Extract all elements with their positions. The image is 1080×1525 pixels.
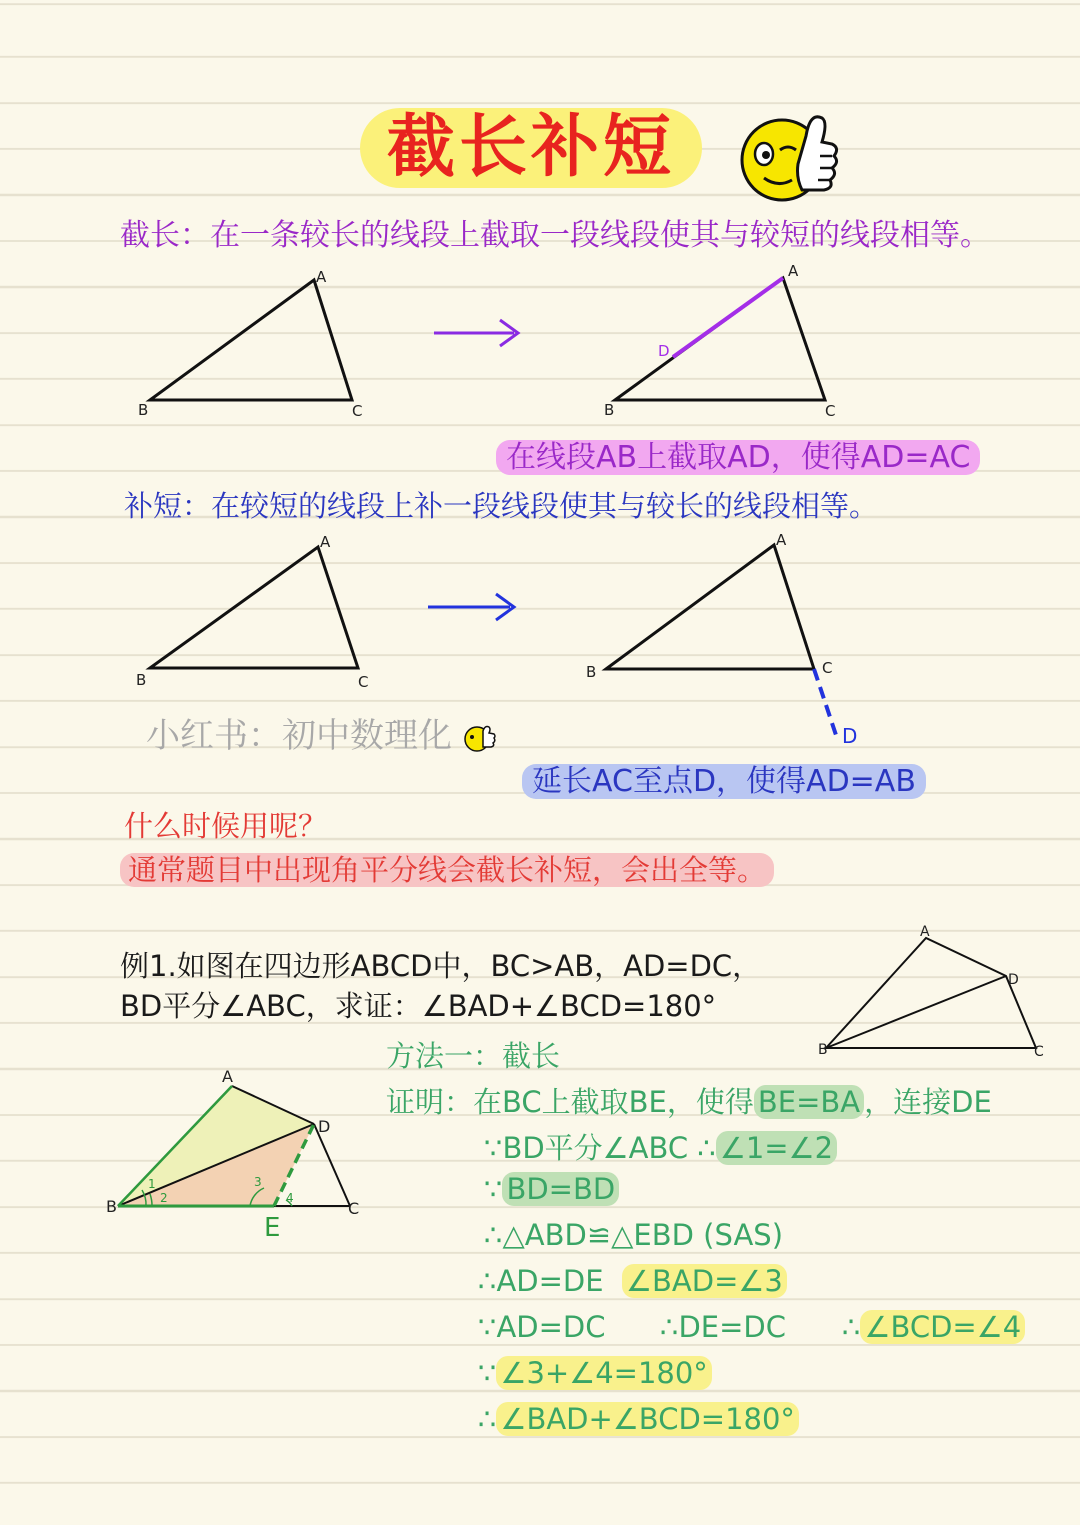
proof-step-3-highlight: BD=BD	[502, 1172, 619, 1206]
label-a: A	[920, 924, 930, 940]
watermark-text: 小红书：初中数理化	[146, 716, 452, 756]
proof-step-2-pre: ∵BD平分∠ABC ∴	[484, 1131, 716, 1165]
label-n2: 2	[160, 1191, 168, 1205]
proof-step-1-post: ，连接DE	[864, 1085, 992, 1119]
buduan-caption-text: 延长AC至点D，使得AD=AB	[522, 764, 926, 799]
label-c: C	[1034, 1044, 1044, 1060]
label-a: A	[222, 1067, 233, 1086]
label-a: A	[316, 268, 327, 286]
jiechang-caption-text: 在线段AB上截取AD，使得AD=AC	[496, 440, 980, 475]
proof-step-6a: ∵AD=DC	[478, 1310, 606, 1344]
proof-step-3-pre: ∵	[484, 1172, 503, 1206]
label-d: D	[1008, 972, 1019, 988]
proof-step-7-pre: ∵	[478, 1356, 497, 1390]
example-line-1: 例1.如图在四边形ABCD中，BC>AB，AD=DC，	[120, 949, 762, 983]
thumbs-up-emoji-icon	[463, 723, 497, 753]
proof-step-7	[478, 1356, 712, 1390]
jiechang-definition: 截长：在一条较长的线段上截取一段线段使其与较短的线段相等。	[120, 218, 990, 253]
example-quadrilateral-diagram	[812, 922, 1052, 1064]
label-b: B	[106, 1197, 117, 1216]
label-a: A	[320, 533, 331, 551]
proof-step-6c-highlight: ∠BCD=∠4	[860, 1310, 1025, 1344]
label-c: C	[348, 1199, 360, 1218]
watermark	[146, 708, 497, 757]
proof-step-6c-pre: ∴	[842, 1310, 861, 1344]
proof-step-5-highlight: ∠BAD=∠3	[622, 1264, 787, 1298]
buduan-definition: 补短：在较短的线段上补一段线段使其与较长的线段相等。	[124, 489, 879, 523]
proof-step-4: ∴△ABD≌△EBD (SAS)	[484, 1218, 784, 1252]
label-c: C	[825, 402, 836, 420]
proof-step-3	[484, 1172, 619, 1206]
jiechang-diagram	[120, 260, 1040, 430]
label-b: B	[136, 671, 147, 689]
jiechang-caption	[496, 432, 980, 476]
label-b: B	[818, 1042, 828, 1058]
proof-step-8-pre: ∴	[478, 1402, 497, 1436]
proof-step-8	[478, 1402, 799, 1436]
thumbs-up-emoji-icon	[736, 108, 844, 204]
label-e: E	[264, 1213, 281, 1243]
page-title: 截长补短	[360, 108, 702, 188]
label-b: B	[586, 663, 597, 681]
label-c: C	[352, 402, 363, 420]
buduan-caption	[522, 756, 926, 800]
proof-step-1-pre: 证明：在BC上截取BE，使得	[386, 1085, 754, 1119]
when-answer-text: 通常题目中出现角平分线会截长补短，会出全等。	[120, 853, 774, 887]
proof-step-8-highlight: ∠BAD+∠BCD=180°	[496, 1402, 798, 1436]
proof-method: 方法一：截长	[386, 1039, 561, 1073]
proof-step-7-highlight: ∠3+∠4=180°	[496, 1356, 711, 1390]
proof-step-1	[386, 1080, 992, 1121]
label-b: B	[604, 401, 615, 419]
label-b: B	[138, 401, 149, 419]
proof-step-6b: ∴DE=DC	[660, 1310, 786, 1344]
proof-step-1-highlight: BE=BA	[754, 1085, 864, 1119]
label-d: D	[318, 1117, 331, 1136]
label-d: D	[842, 724, 858, 748]
when-question: 什么时候用呢？	[124, 809, 328, 843]
label-c: C	[358, 673, 369, 691]
proof-step-5-pre: ∴AD=DE	[478, 1264, 604, 1298]
label-n4: 4	[286, 1191, 294, 1205]
example-line-2: BD平分∠ABC，求证：∠BAD+∠BCD=180°	[120, 989, 717, 1023]
label-a: A	[788, 262, 799, 280]
label-n3: 3	[254, 1175, 262, 1189]
when-answer	[120, 848, 774, 889]
proof-step-2-highlight: ∠1=∠2	[716, 1131, 837, 1165]
label-a: A	[776, 531, 787, 549]
proof-step-6c	[842, 1310, 1025, 1344]
label-n1: 1	[148, 1177, 156, 1191]
label-d: D	[658, 342, 670, 360]
label-c: C	[822, 659, 833, 677]
proof-step-2	[484, 1126, 837, 1167]
proof-diagram	[104, 1064, 374, 1244]
proof-step-5	[478, 1264, 787, 1298]
